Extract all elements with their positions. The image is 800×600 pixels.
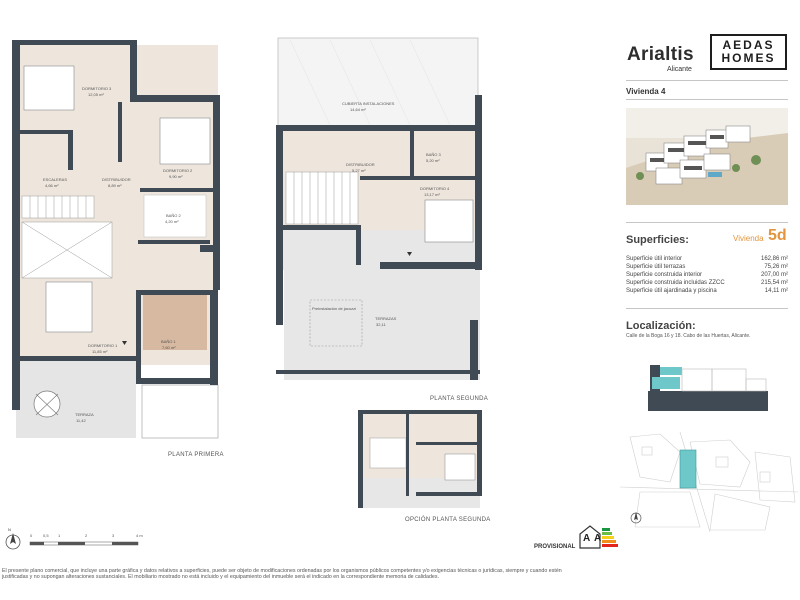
roof-installations <box>278 38 478 128</box>
surface-row <box>626 288 788 296</box>
stairs <box>370 438 406 468</box>
divider <box>626 80 788 81</box>
room-area: 9,90 m² <box>169 174 183 179</box>
divider <box>626 99 788 100</box>
room-area: 11,85 m² <box>92 349 108 354</box>
surface-label: Superficie construida incluidas ZZCC <box>626 280 725 286</box>
room-area: 12,05 m² <box>88 92 104 97</box>
scale-tick: 0,5 <box>43 533 49 538</box>
second-floor-plan <box>270 30 490 400</box>
surface-value: 162,86 m² <box>760 256 788 262</box>
room-label: DISTRIBUIDOR <box>346 162 375 167</box>
surface-value: 207,00 m² <box>760 272 788 278</box>
room-area: 5,27 m² <box>352 168 366 173</box>
room-label: CUBIERTA INSTALACIONES <box>342 101 395 106</box>
room-area: 7,60 m² <box>162 345 176 350</box>
room-area: 8,89 m² <box>108 183 122 188</box>
room-label: BAÑO 1 <box>161 339 176 344</box>
room-label: BAÑO 3 <box>426 152 441 157</box>
room-label: BAÑO 2 <box>166 213 181 218</box>
developer-logo-line1: AEDAS <box>722 38 775 52</box>
pool <box>708 172 722 177</box>
room-label: TERRAZAS <box>375 316 397 321</box>
energy-rating: A <box>583 533 591 544</box>
plan-title-first: PLANTA PRIMERA <box>168 452 224 458</box>
surface-row <box>626 256 788 264</box>
project-logo: Arialtis <box>627 44 694 65</box>
divider <box>626 222 788 223</box>
site-plan-map <box>620 432 798 532</box>
room-label: DORMITORIO 2 <box>163 168 193 173</box>
room-label: DISTRIBUIDOR <box>102 177 131 182</box>
section-key-diagram <box>630 355 770 413</box>
plan-title-second: PLANTA SEGUNDA <box>430 396 489 402</box>
scale-tick: 4 m <box>136 533 143 538</box>
first-floor-plan <box>0 0 230 460</box>
north-arrow-icon <box>2 528 24 552</box>
terraces-area <box>284 230 480 380</box>
surface-row <box>626 272 788 280</box>
surface-label: Superficie útil terrazas <box>626 264 686 270</box>
room-label: DORMITORIO 4 <box>420 186 450 191</box>
room-area: 4,66 m² <box>45 183 59 188</box>
energy-rating-secondary: A <box>594 533 602 544</box>
room-area: 13,17 m² <box>424 192 440 197</box>
developer-logo <box>710 34 787 70</box>
room-area: 4,20 m² <box>165 219 179 224</box>
surface-row <box>626 280 788 288</box>
building-render-image <box>626 108 788 205</box>
room-area: 32,11 <box>376 322 386 327</box>
scale-tick: 0 <box>30 533 33 538</box>
surfaces-title: Superficies: <box>626 234 689 246</box>
provisional-label: PROVISIONAL <box>534 544 576 550</box>
unit-highlight <box>680 450 696 488</box>
location-title: Localización: <box>626 320 696 332</box>
bed <box>425 200 473 242</box>
surface-label: Superficie construida interior <box>626 272 703 278</box>
room-label: DORMITORIO 3 <box>82 86 112 91</box>
developer-logo-line2: HOMES <box>721 51 776 65</box>
project-city: Alicante <box>667 66 692 73</box>
bed <box>445 454 475 480</box>
room-area: 5,20 m² <box>426 158 440 163</box>
disclaimer-text: El presente plano comercial, que incluye una parte gráfica y datos relativos a superficies, puede ser objeto de modificaciones ordenadas por los organismos públicos competentes y/o exigencias técnicas o jurídicas, siempre y cuando estén justificadas y no supongan alteraciones sustanciales. El mobiliario mostrado no está incluido y el equipamiento del inmueble será el indicado en la correspondiente memoria de calidades. <box>2 568 562 580</box>
surface-value: 75,26 m² <box>764 264 788 270</box>
scale-tick: 2 <box>85 533 88 538</box>
room-label: TERRAZA <box>75 412 94 417</box>
surface-label: Superficie útil ajardinada y piscina <box>626 288 717 294</box>
divider <box>626 308 788 309</box>
surface-label: Superficie útil interior <box>626 256 683 262</box>
north-label: N <box>8 527 11 532</box>
unit-title: Vivienda 4 <box>626 87 666 96</box>
room-area: 11,42 <box>76 418 86 423</box>
unit-type-code: 5d <box>768 227 787 244</box>
room-area: 14,64 m² <box>350 107 366 112</box>
option-second-floor-plan <box>350 408 490 516</box>
jacuzzi-label: Preinstalación de jacuzzi <box>312 306 357 311</box>
location-address: Calle de la Boga 16 y 18. Cabo de las Huertas, Alicante. <box>626 333 751 339</box>
surface-value: 14,11 m² <box>764 288 788 294</box>
terrace-area <box>16 360 136 438</box>
surface-value: 215,54 m² <box>760 280 788 286</box>
surface-row <box>626 264 788 272</box>
scale-tick: 1 <box>58 533 61 538</box>
unit-type-word: Vivienda <box>733 234 764 243</box>
plan-title-option: OPCIÓN PLANTA SEGUNDA <box>405 517 491 523</box>
scale-tick: 3 <box>112 533 115 538</box>
room-label: DORMITORIO 1 <box>88 343 118 348</box>
stairs <box>286 172 358 224</box>
scale-bar <box>28 536 148 552</box>
room-label: ESCALERAS <box>43 177 68 182</box>
